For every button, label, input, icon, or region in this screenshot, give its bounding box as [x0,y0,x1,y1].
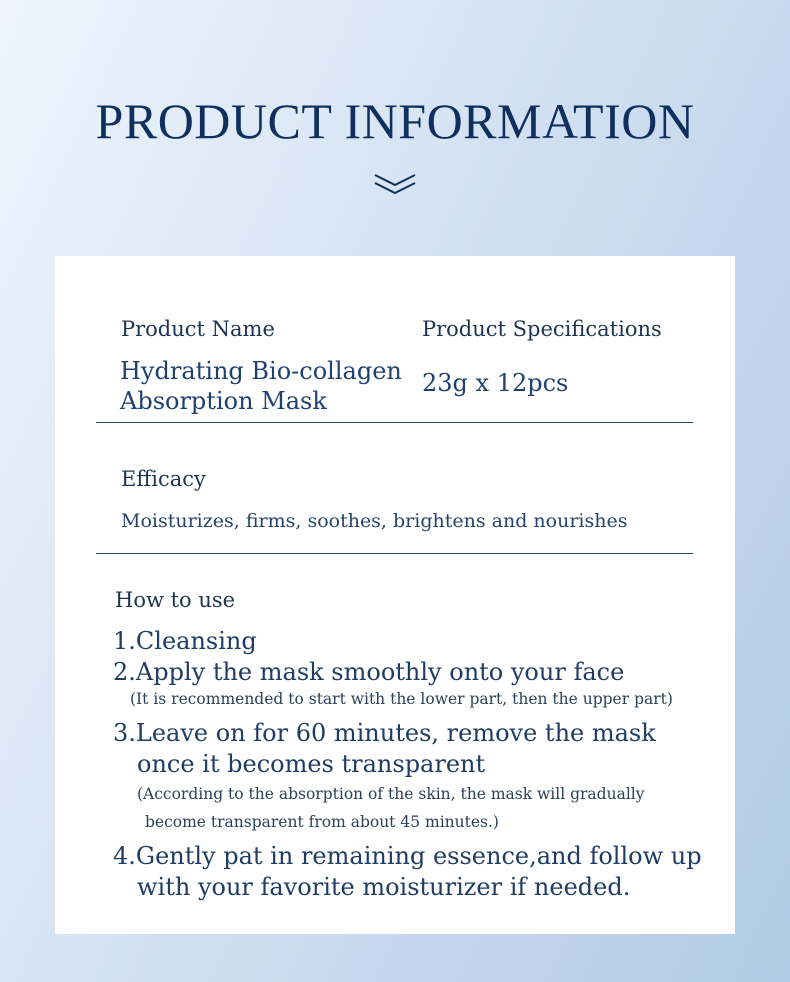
step-4-line2: with your favorite moisturizer if needed. [137,873,631,901]
step-3-line1: 3.Leave on for 60 minutes, remove the mask [113,719,656,747]
step-2-note: (It is recommended to start with the lower part, then the upper part) [130,690,673,708]
efficacy-label: Efficacy [121,467,206,491]
step-4-line1: 4.Gently pat in remaining essence,and follow up [113,842,702,870]
efficacy-text: Moisturizes, firms, soothes, brightens and nourishes [121,510,628,532]
page-title: PRODUCT INFORMATION [95,93,695,149]
divider [96,422,693,423]
step-3-note-line2: become transparent from about 45 minutes.) [145,813,499,831]
step-3-line2: once it becomes transparent [137,750,486,778]
double-chevron-down-icon [373,172,417,196]
divider [96,553,693,554]
step-3-note-line1: (According to the absorption of the skin, the mask will gradually [137,785,645,803]
product-spec-value: 23g x 12pcs [422,369,569,397]
product-name-line2: Absorption Mask [120,387,327,415]
product-name-line1: Hydrating Bio-collagen [120,357,402,385]
how-to-use-label: How to use [115,588,236,612]
product-spec-label: Product Specifications [422,317,662,341]
product-info-card [55,256,735,934]
product-name-label: Product Name [121,317,275,341]
step-2: 2.Apply the mask smoothly onto your face [113,658,625,686]
step-1: 1.Cleansing [113,627,257,655]
